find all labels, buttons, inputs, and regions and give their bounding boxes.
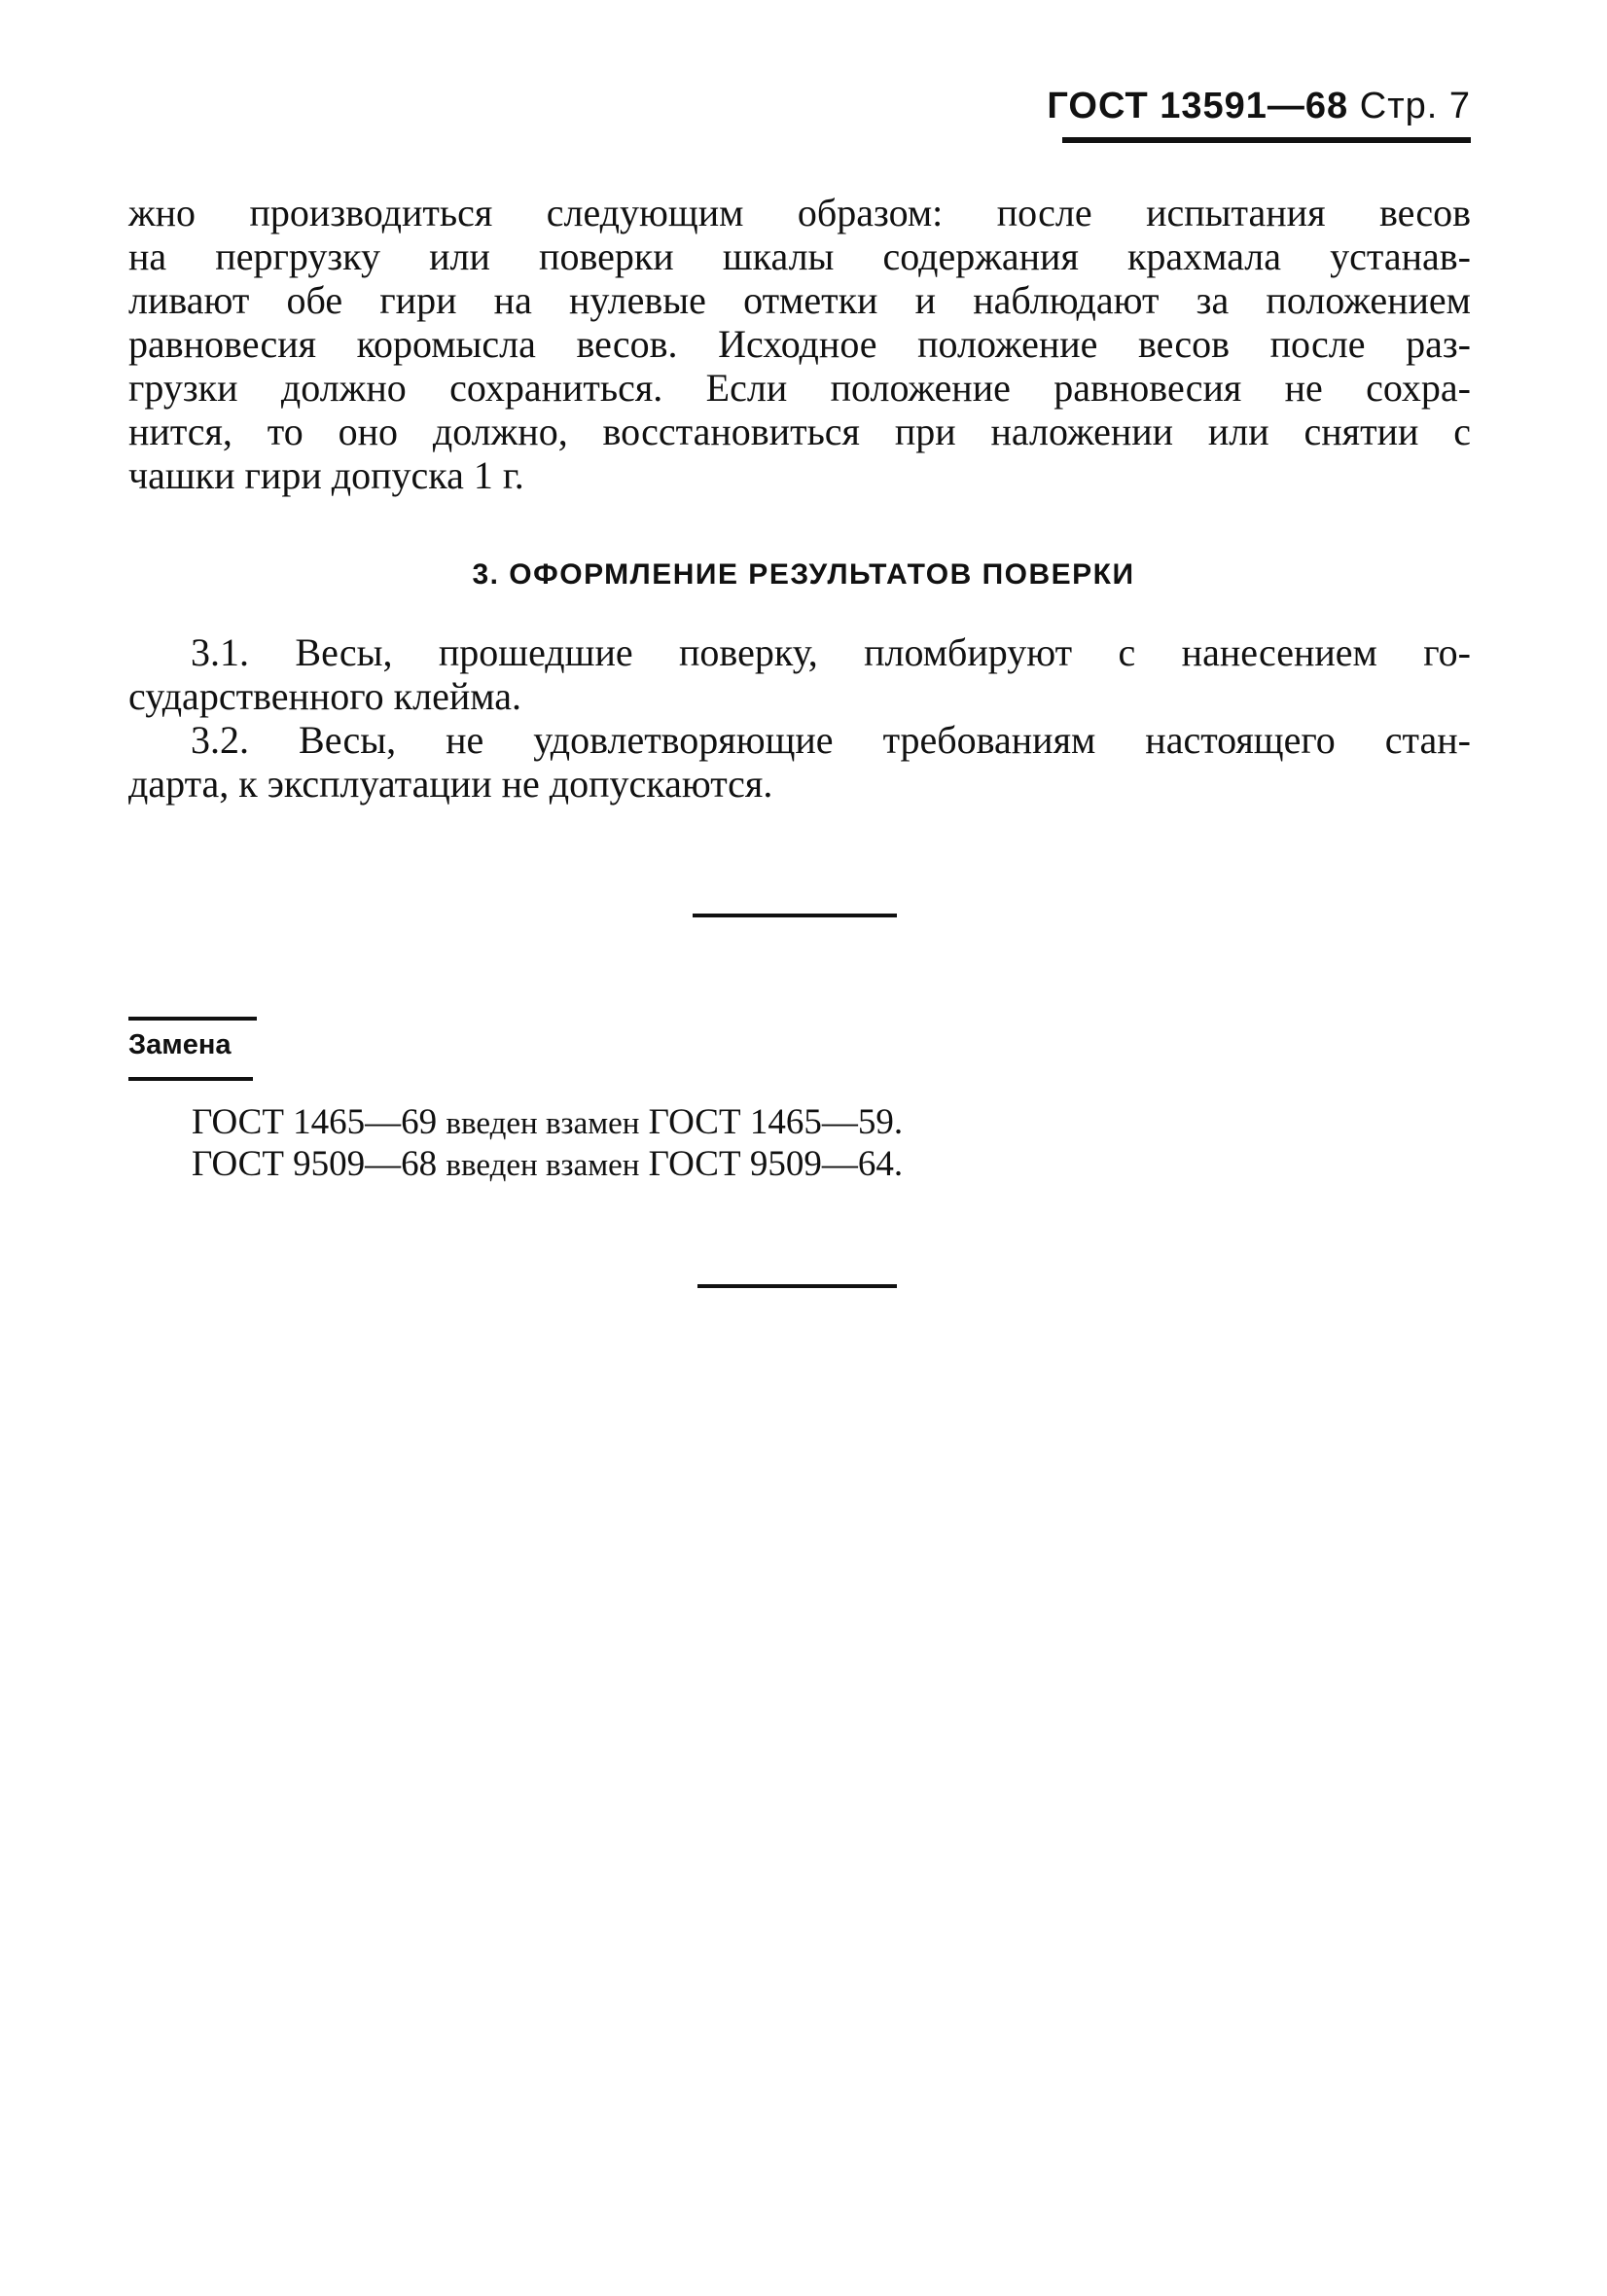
continuation-paragraph [128, 191, 1471, 497]
header-rule [1062, 137, 1471, 143]
replacement-label: Замена [128, 1029, 232, 1060]
replacement-verb: введен взамен [446, 1106, 640, 1141]
paragraph-line: жно производиться следующим образом: после испытания весов [128, 191, 1471, 234]
clause-3-2-line: 3.2. Весы, не удовлетворяющие требованиям настоящего стан- [191, 718, 1471, 762]
clause-3-2-line: дарта, к эксплуатации не допускаются. [128, 762, 773, 806]
paragraph-line: ливают обе гири на нулевые отметки и наблюдают за положением [128, 278, 1471, 322]
paragraph-line: равновесия коромысла весов. Исходное положение весов после раз- [128, 322, 1471, 366]
paragraph-line: на пергрузку или поверки шкалы содержания крахмала устанав- [128, 234, 1471, 278]
header-text [1047, 86, 1471, 126]
section-separator [693, 914, 897, 917]
header-page-label: Стр. 7 [1359, 86, 1471, 126]
replacement-bottom-rule [128, 1077, 253, 1081]
end-separator [697, 1284, 897, 1288]
replacement-old: ГОСТ 9509—64. [648, 1144, 904, 1184]
replacement-item [192, 1102, 903, 1144]
replacement-list [192, 1102, 903, 1186]
replacement-verb: введен взамен [446, 1148, 640, 1183]
replacement-top-rule [128, 1017, 257, 1021]
clause-3-1-line: 3.1. Весы, прошедшие поверку, пломбируют с нанесением го- [191, 630, 1471, 674]
paragraph-line: грузки должно сохраниться. Если положение равновесия не сохра- [128, 366, 1471, 410]
paragraph-line: чашки гири допуска 1 г. [128, 453, 524, 497]
replacement-new: ГОСТ 9509—68 [192, 1144, 438, 1184]
page-header [1047, 86, 1471, 127]
clause-3-1-line: сударственного клейма. [128, 674, 522, 718]
replacement-item [192, 1144, 903, 1186]
replacement-old: ГОСТ 1465—59. [648, 1102, 904, 1142]
section-clauses [128, 630, 1471, 806]
section-heading: 3. ОФОРМЛЕНИЕ РЕЗУЛЬТАТОВ ПОВЕРКИ [472, 558, 1135, 591]
paragraph-line: нится, то оно должно, восстановиться при наложении или снятии с [128, 410, 1471, 453]
header-doc-id: ГОСТ 13591—68 [1047, 86, 1349, 126]
replacement-new: ГОСТ 1465—69 [192, 1102, 438, 1142]
